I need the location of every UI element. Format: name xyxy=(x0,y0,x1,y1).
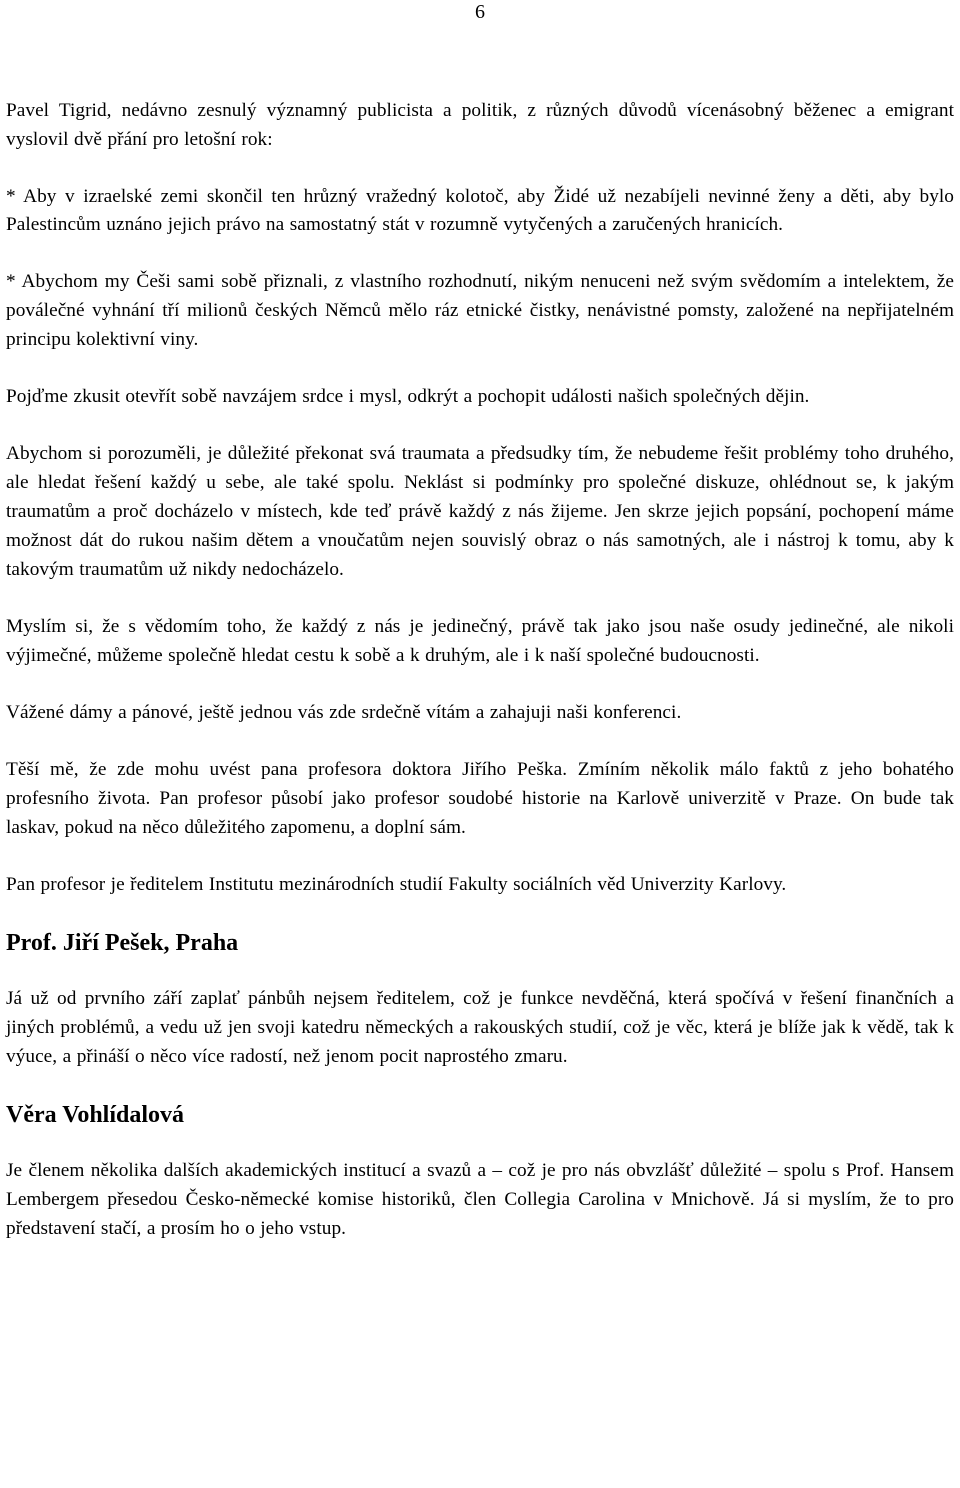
document-body xyxy=(6,97,954,1272)
paragraph-introduction-pesek: Těší mě, že zde mohu uvést pana profesora doktora Jiřího Peška. Zmíním několik málo faktů z jeho bohatého profesního života. Pan profesor působí jako profesor soudobé historie na Karlově univerzitě v Praze. On bude tak laskav, pokud na něco důležitého zapomenu, a doplní sám. xyxy=(6,759,954,838)
paragraph-wish-2: * Abychom my Češi sami sobě přiznali, z vlastního rozhodnutí, nikým nenuceni než svým svědomím a intelektem, že poválečné vyhnání tří milionů českých Němců mělo ráz etnické čistky, nenávistné pomsty, založené na nepřijatelném principu kolektivní viny. xyxy=(6,271,954,350)
paragraph-pesek-speech: Já už od prvního září zaplať pánbůh nejsem ředitelem, což je funkce nevděčná, která spočívá v řešení finančních a jiných problémů, a vedu už jen svoji katedru německých a rakouských studií, což je věc, která je blíže jak k vědě, tak k výuce, a přináší o něco více radostí, než jenom pocit naprostého zmaru. xyxy=(6,988,954,1068)
paragraph-intro: Pavel Tigrid, nedávno zesnulý významný publicista a politik, z různých důvodů vícenásobný běženec a emigrant vyslovil dvě přání pro letošní rok: xyxy=(6,100,954,150)
speaker-heading-pesek: Prof. Jiří Pešek, Praha xyxy=(6,930,239,957)
paragraph-vohlidalova-speech: Je členem několika dalších akademických institucí a svazů a – což je pro nás obvzlášť důležité – spolu s Prof. Hansem Lembergem přesedou Česko-německé komise historiků, člen Collegia Carolina v Mnichově. Já si myslím, že to pro představení stačí, a prosím ho o jeho vstup. xyxy=(6,1160,954,1239)
paragraph-invitation: Pojďme zkusit otevřít sobě navzájem srdce i mysl, odkrýt a pochopit události našich společných dějin. xyxy=(6,386,810,408)
page-number: 6 xyxy=(475,1,485,23)
paragraph-uniqueness: Myslím si, že s vědomím toho, že každý z nás je jedinečný, právě tak jako jsou naše osudy jedinečné, ale nikoli výjimečné, můžeme společně hledat cestu k sobě a k druhým, ale i k naší společné budoucnosti. xyxy=(6,615,954,666)
paragraph-director: Pan profesor je ředitelem Institutu mezinárodních studií Fakulty sociálních věd Univerzity Karlovy. xyxy=(6,874,787,896)
paragraph-wish-1: * Aby v izraelské zemi skončil ten hrůzný vražedný kolotoč, aby Židé už nezabíjeli nevinné ženy a děti, aby bylo Palestincům uznáno jejich právo na samostatný stát v rozumně vytyčených a zaručených hranicích. xyxy=(6,185,954,236)
paragraph-understanding: Abychom si porozuměli, je důležité překonat svá traumata a předsudky tím, že nebudeme řešit problémy toho druhého, ale hledat řešení každý u sebe, ale také spolu. Neklást si podmínky pro společné diskuze, ohlédnout se, k jakým traumatům a proč docházelo v místech, kde teď právě každý z nás žijeme. Jen skrze jejich popsání, pochopení máme možnost dát do rukou našim dětem a vnoučatům nejen souvislý obraz o nás samotných, ale i nástroj k tomu, aby k takovým traumatům už nikdy nedocházelo. xyxy=(6,443,954,580)
speaker-heading-vohlidalova: Věra Vohlídalová xyxy=(6,1102,185,1129)
paragraph-welcome: Vážené dámy a pánové, ještě jednou vás zde srdečně vítám a zahajuji naši konferenci. xyxy=(6,701,682,723)
